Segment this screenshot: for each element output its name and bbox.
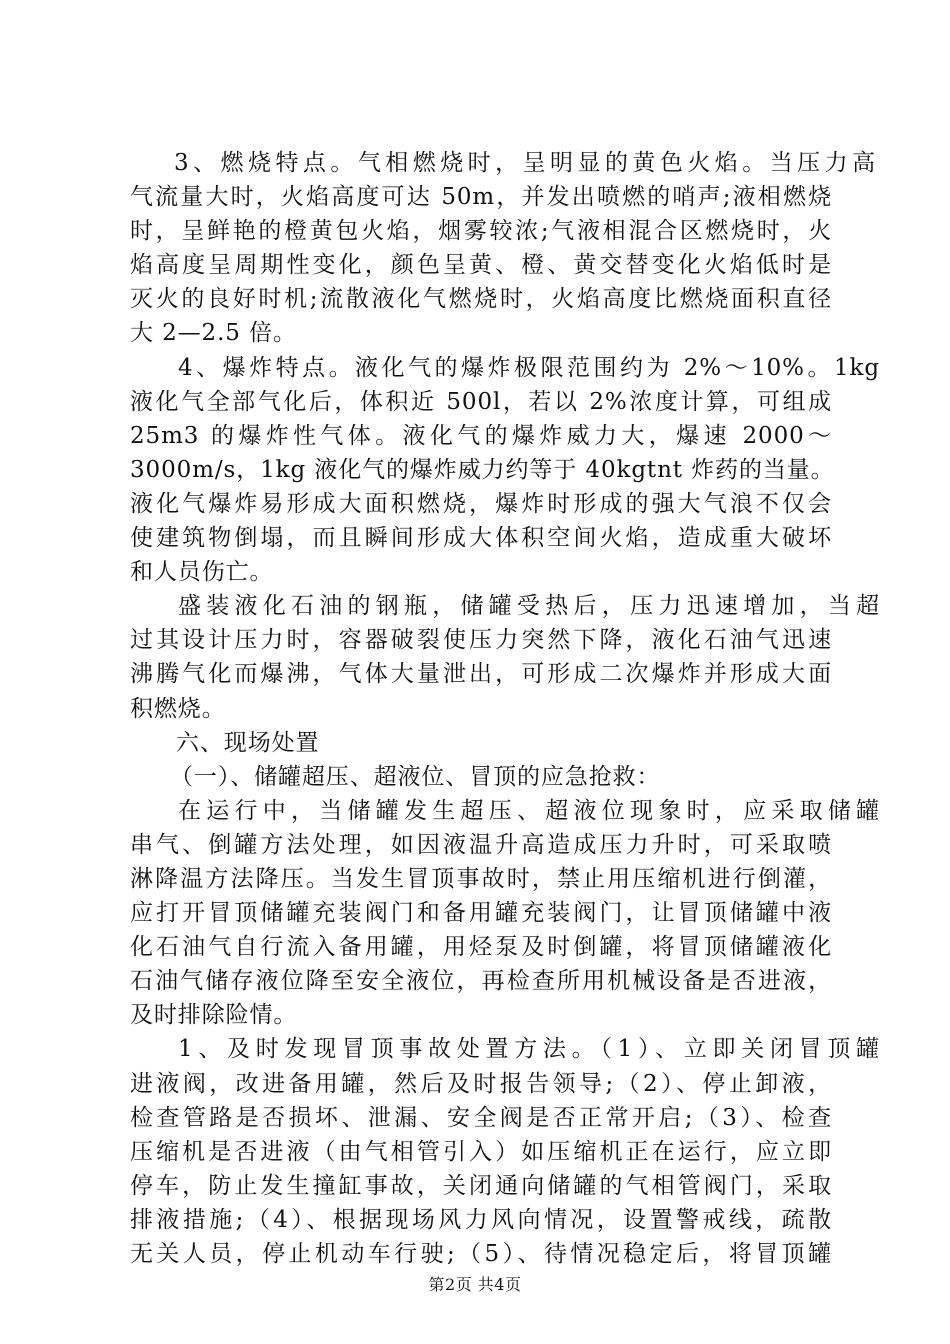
text-line: 灭火的良好时机;流散液化气燃烧时，火焰高度比燃烧面积直径 <box>130 286 832 313</box>
page-footer: 第2页 共4页 <box>428 1275 522 1294</box>
text-line: 过其设计压力时，容器破裂使压力突然下降，液化石油气迅速 <box>130 627 832 654</box>
section-heading: 六、现场处置 <box>176 729 320 756</box>
text-line: 25m3 的爆炸性气体。液化气的爆炸威力大，爆速 2000～ <box>130 422 832 449</box>
text-line: 淋降温方法降压。当发生冒顶事故时，禁止用压缩机进行倒灌， <box>130 865 832 892</box>
text-line: 无关人员，停止机动车行驶;（5）、待情况稳定后，将冒顶罐 <box>130 1241 832 1267</box>
text-line: 积燃烧。 <box>130 695 226 722</box>
text-line: 液化气爆炸易形成大面积燃烧，爆炸时形成的强大气浪不仅会 <box>130 490 832 517</box>
subsection-heading: （一）、储罐超压、超液位、冒顶的应急抢救： <box>170 763 661 790</box>
text-line: 大 2—2.5 倍。 <box>130 320 297 347</box>
text-line: 化石油气自行流入备用罐，用烃泵及时倒罐，将冒顶储罐液化 <box>130 934 832 961</box>
text-line: 排液措施;（4）、根据现场风力风向情况，设置警戒线，疏散 <box>130 1206 832 1233</box>
text-line: 检查管路是否损坏、泄漏、安全阀是否正常开启;（3）、检查 <box>130 1104 832 1131</box>
text-line: 在运行中，当储罐发生超压、超液位现象时，应采取储罐 <box>178 797 880 824</box>
text-line: 串气、倒罐方法处理，如因液温升高造成压力升时，可采取喷 <box>130 831 832 858</box>
text-line: 及时排除险情。 <box>130 1002 298 1029</box>
text-line: 时，呈鲜艳的橙黄包火焰，烟雾较浓;气液相混合区燃烧时，火 <box>130 218 832 245</box>
text-line: 停车，防止发生撞缸事故，关闭通向储罐的气相管阀门，采取 <box>130 1172 832 1199</box>
text-line: 压缩机是否进液（由气相管引入）如压缩机正在运行，应立即 <box>130 1138 832 1165</box>
text-line: 盛装液化石油的钢瓶，储罐受热后，压力迅速增加，当超 <box>178 593 880 620</box>
text-line: 使建筑物倒塌，而且瞬间形成大体积空间火焰，造成重大破坏 <box>130 525 832 552</box>
text-line: 液化气全部气化后，体积近 500l，若以 2%浓度计算，可组成 <box>130 388 832 415</box>
text-line: 3000m/s，1kg 液化气的爆炸威力约等于 40kgtnt 炸药的当量。 <box>130 456 835 483</box>
text-line: 进液阀，改进备用罐，然后及时报告领导;（2）、停止卸液， <box>130 1070 832 1097</box>
text-line: 3、燃烧特点。气相燃烧时，呈明显的黄色火焰。当压力高 <box>174 150 876 176</box>
text-line: 石油气储存液位降至安全液位，再检查所用机械设备是否进液， <box>130 968 832 995</box>
text-line: 应打开冒顶储罐充装阀门和备用罐充装阀门，让冒顶储罐中液 <box>130 900 832 927</box>
document-body <box>130 146 880 1271</box>
text-line: 气流量大时，火焰高度可达 50m，并发出喷燃的哨声;液相燃烧 <box>130 184 832 211</box>
text-line: 1、及时发现冒顶事故处置方法。（1）、立即关闭冒顶罐 <box>178 1036 880 1063</box>
text-line: 和人员伤亡。 <box>130 559 274 586</box>
text-line: 焰高度呈周期性变化，颜色呈黄、橙、黄交替变化火焰低时是 <box>130 252 832 279</box>
text-line: 4、爆炸特点。液化气的爆炸极限范围约为 2%～10%。1kg <box>178 354 880 381</box>
text-line: 沸腾气化而爆沸，气体大量泄出，可形成二次爆炸并形成大面 <box>130 661 832 688</box>
